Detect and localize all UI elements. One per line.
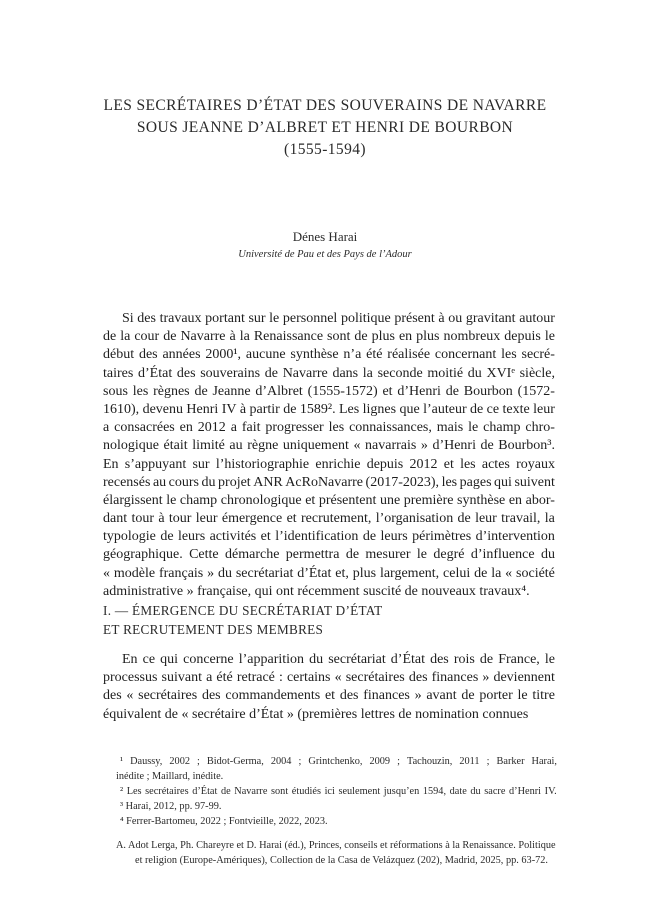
footnotes bbox=[116, 754, 557, 829]
section-heading-line-1: I. — ÉMERGENCE DU SECRÉTARIAT D’ÉTAT bbox=[103, 603, 383, 618]
text-line: géographique. Cette démarche permettra de mesurer le degré d’influence du bbox=[103, 547, 555, 563]
text-line: typologie de leurs activités et l’identification de leurs périmètres d’intervention bbox=[103, 529, 555, 545]
section-heading-line-2: ET RECRUTEMENT DES MEMBRES bbox=[103, 622, 324, 637]
article-title bbox=[60, 95, 590, 161]
text-line: des « secrétaires des commandements et des finances » avant de porter le titre bbox=[103, 688, 555, 704]
footnote-line: ³ Harai, 2012, pp. 97-99. bbox=[120, 801, 222, 812]
text-line: début des années 2000¹, aucune synthèse n’a été réalisée concernant les secré- bbox=[103, 347, 555, 363]
section-paragraph bbox=[103, 651, 555, 724]
text-line: administrative » française, qui ont récemment suscité de nouveaux travaux⁴. bbox=[103, 583, 530, 599]
footnote-line: ² Les secrétaires d’État de Navarre sont étudiés ici seulement jusqu’en 1594, date du sacre d’Henri IV. bbox=[120, 786, 557, 797]
title-line-2: SOUS JEANNE D’ALBRET ET HENRI DE BOURBON bbox=[136, 119, 514, 136]
title-line-3: (1555-1594) bbox=[284, 141, 366, 158]
text-line: recensés au cours du projet ANR AcRoNavarre (2017-2023), les pages qui suivent bbox=[103, 474, 555, 490]
text-line: nologique était limité au règne uniquement « navarrais » d’Henri de Bourbon³. bbox=[103, 438, 555, 454]
text-line: a consacrées en 2012 a fait progresser les connaissances, mais le champ chro- bbox=[103, 420, 555, 436]
author-name: Dénes Harai bbox=[292, 229, 358, 244]
citation bbox=[116, 838, 557, 868]
footnote-line: ¹ Daussy, 2002 ; Bidot-Germa, 2004 ; Grintchenko, 2009 ; Tachouzin, 2011 ; Barker Harai, bbox=[120, 756, 557, 767]
footnote-line: inédite ; Maillard, inédite. bbox=[116, 771, 224, 782]
intro-paragraph bbox=[103, 310, 555, 601]
text-line: sous les règnes de Jeanne d’Albret (1555-1572) et d’Henri de Bourbon (1572- bbox=[103, 383, 555, 399]
text-line: En ce qui concerne l’apparition du secrétariat d’État des rois de France, le bbox=[122, 652, 555, 667]
footnote-line: ⁴ Ferrer-Bartomeu, 2022 ; Fontvieille, 2022, 2023. bbox=[120, 816, 328, 827]
title-line-1: LES SECRÉTAIRES D’ÉTAT DES SOUVERAINS DE NAVARRE bbox=[103, 97, 547, 114]
text-line: élargissent le champ chronologique et présentent une première synthèse en abor- bbox=[103, 492, 555, 508]
text-line: « modèle français » du secrétariat d’État et, plus largement, celui de la « société bbox=[103, 565, 555, 581]
text-line: de la cour de Navarre à la Renaissance sont de plus en plus nombreux depuis le bbox=[103, 329, 555, 345]
text-line: équivalent de « secrétaire d’État » (premières lettres de nomination connues bbox=[103, 706, 529, 722]
text-line: En s’appuyant sur l’historiographie enrichie depuis 2012 et les actes royaux bbox=[103, 456, 555, 472]
citation-line-1: A. Adot Lerga, Ph. Chareyre et D. Harai (éd.), Princes, conseils et réformations à la Renaissance. Politique bbox=[116, 840, 556, 851]
citation-line-2: et religion (Europe-Amériques), Collection de la Casa de Velázquez (202), Madrid, 2025, pp. 63-72. bbox=[135, 855, 548, 866]
text-line: dant tour à tour leur émergence et recrutement, l’organisation de leur travail, la bbox=[103, 511, 555, 527]
text-line: processus suivant a été retracé : certains « secrétaires des finances » deviennent bbox=[103, 670, 555, 686]
section-heading bbox=[103, 601, 383, 639]
text-line: Si des travaux portant sur le personnel politique présent à ou gravitant autour bbox=[122, 311, 555, 326]
text-line: 1610), devenu Henri IV à partir de 1589². Les lignes que l’auteur de ce texte leur bbox=[103, 401, 555, 417]
text-line: taires d’État des souverains de Navarre dans la seconde moitié du XVIᵉ siècle, bbox=[103, 365, 555, 381]
author-affiliation: Université de Pau et des Pays de l’Adour bbox=[238, 249, 412, 260]
